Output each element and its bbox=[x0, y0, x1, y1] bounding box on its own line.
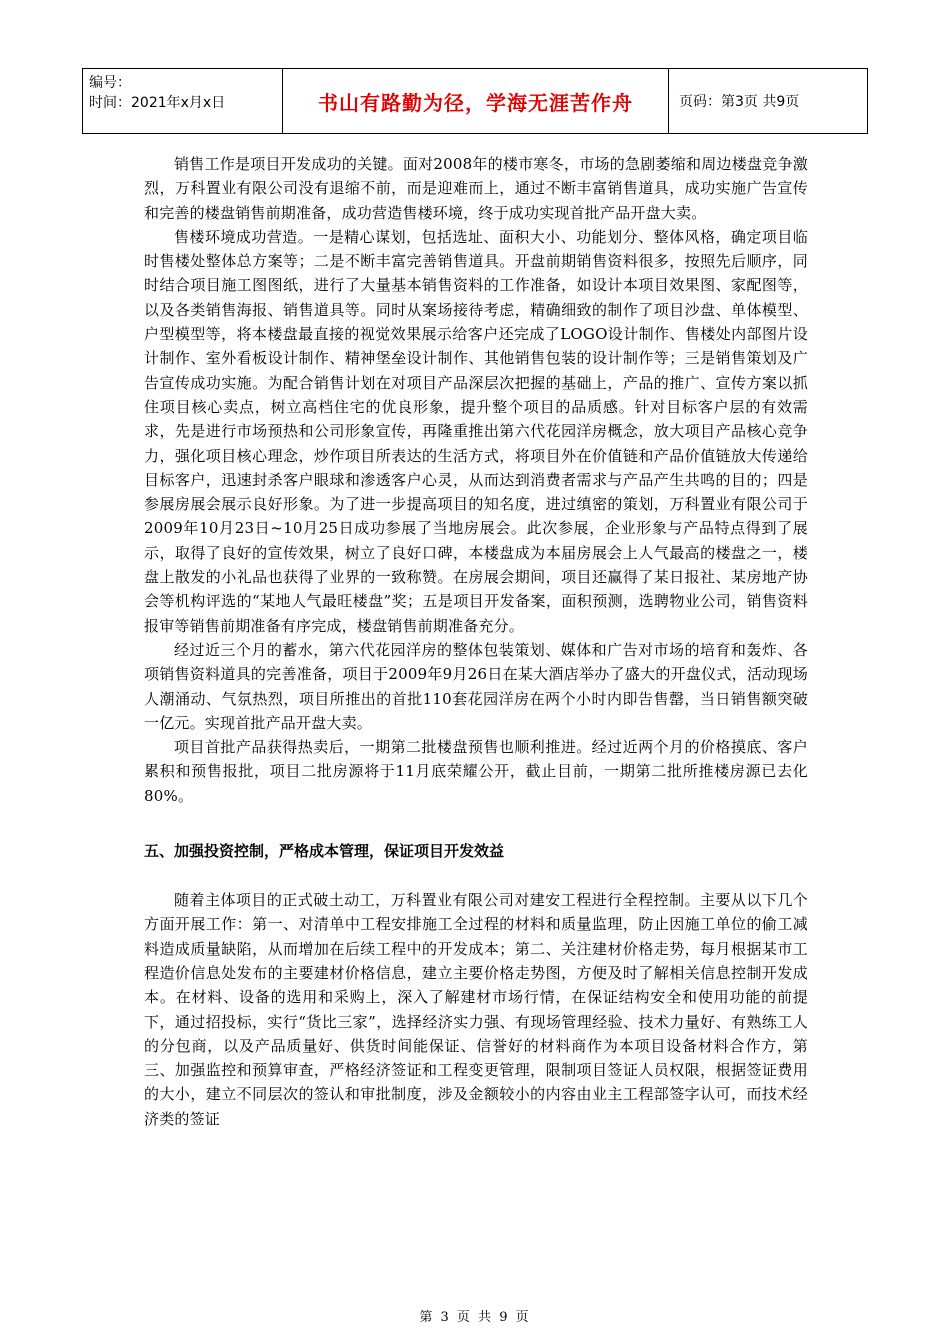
paragraph: 销售工作是项目开发成功的关键。面对2008年的楼市寒冬，市场的急剧萎缩和周边楼盘竞争激烈，万科置业有限公司没有退缩不前，而是迎难而上，通过不断丰富销售道具，成功实施广告宣传和完善的楼盘销售前期准备，成功营造售楼环境，终于成功实现首批产品开盘大卖。 bbox=[144, 155, 808, 222]
page-footer: 第 3 页 共 9 页 bbox=[419, 1310, 531, 1325]
document-number-label: 编号： bbox=[89, 75, 131, 91]
header-table bbox=[82, 68, 868, 134]
header-motto: 书山有路勤为径，学海无涯苦作舟 bbox=[318, 90, 633, 115]
header-motto-cell bbox=[283, 69, 669, 133]
section-heading: 五、加强投资控制，严格成本管理，保证项目开发效益 bbox=[144, 842, 505, 861]
paragraph: 经过近三个月的蓄水，第六代花园洋房的整体包装策划、媒体和广告对市场的培育和轰炸、各项销售资料道具的完善准备，项目于2009年9月26日在某大酒店举办了盛大的开盘仪式，活动现场人潮涌动、气氛热烈，项目所推出的首批110套花园洋房在两个小时内即告售罄，当日销售额突破一亿元。实现首批产品开盘大卖。 bbox=[144, 640, 808, 732]
header-meta bbox=[83, 69, 283, 133]
document-time-label: 时间：2021年x月x日 bbox=[89, 95, 226, 111]
paragraph: 随着主体项目的正式破土动工，万科置业有限公司对建安工程进行全程控制。主要从以下几个方面开展工作：第一、对清单中工程安排施工全过程的材料和质量监理，防止因施工单位的偷工减料造成质量缺陷，从而增加在后续工程中的开发成本；第二、关注建材价格走势，每月根据某市工程造价信息处发布的主要建材价格信息，建立主要价格走势图，方便及时了解相关信息控制开发成本。在材料、设备的选用和采购上，深入了解建材市场行情，在保证结构安全和使用功能的前提下，通过招投标，实行“货比三家”，选择经济实力强、有现场管理经验、技术力量好、有熟练工人的分包商，以及产品质量好、供货时间能保证、信誉好的材料商作为本项目设备材料合作方，第三、加强监控和预算审查，严格经济签证和工程变更管理，限制项目签证人员权限，根据签证费用的大小，建立不同层次的签认和审批制度，涉及金额较小的内容由业主工程部签字认可，而技术经济类的签证 bbox=[144, 891, 808, 1128]
header-page-number: 页码：第3页 共9页 bbox=[679, 94, 800, 110]
paragraph: 项目首批产品获得热卖后，一期第二批楼盘预售也顺利推进。经过近两个月的价格摸底、客户累积和预售报批，项目二批房源将于11月底荣耀公开，截止目前，一期第二批所推楼房源已去化80%。 bbox=[144, 738, 808, 805]
document-body bbox=[144, 152, 808, 1131]
paragraph: 售楼环境成功营造。一是精心谋划，包括选址、面积大小、功能划分、整体风格，确定项目临时售楼处整体总方案等；二是不断丰富完善销售道具。开盘前期销售资料很多，按照先后顺序，同时结合项目施工图图纸，进行了大量基本销售资料的工作准备，如设计本项目效果图、家配图等，以及各类销售海报、销售道具等。同时从案场接待考虑，精确细致的制作了项目沙盘、单体模型、户型模型等，将本楼盘最直接的视觉效果展示给客户还完成了LOGO设计制作、售楼处内部图片设计制作、室外看板设计制作、精神堡垒设计制作、其他销售包装的设计制作等；三是销售策划及广告宣传成功实施。为配合销售计划在对项目产品深层次把握的基础上，产品的推广、宣传方案以抓住项目核心卖点，树立高档住宅的优良形象，提升整个项目的品质感。针对目标客户层的有效需求，先是进行市场预热和公司形象宣传，再隆重推出第六代花园洋房概念，放大项目产品核心竞争力，强化项目核心理念，炒作项目所表达的生活方式，将项目外在价值链和产品价值链放大传递给目标客户，迅速封杀客户眼球和渗透客户心灵，从而达到消费者需求与产品产生共鸣的目的；四是参展房展会展示良好形象。为了进一步提高项目的知名度，进过缜密的策划，万科置业有限公司于2009年10月23日~10月25日成功参展了当地房展会。此次参展，企业形象与产品特点得到了展示，取得了良好的宣传效果，树立了良好口碑，本楼盘成为本届房展会上人气最高的楼盘之一，楼盘上散发的小礼品也获得了业界的一致称赞。在房展会期间，项目还赢得了某日报社、某房地产协会等机构评选的“某地人气最旺楼盘”奖；五是项目开发备案，面积预测，选聘物业公司，销售资料报审等销售前期准备有序完成，楼盘销售前期准备充分。 bbox=[144, 227, 808, 635]
